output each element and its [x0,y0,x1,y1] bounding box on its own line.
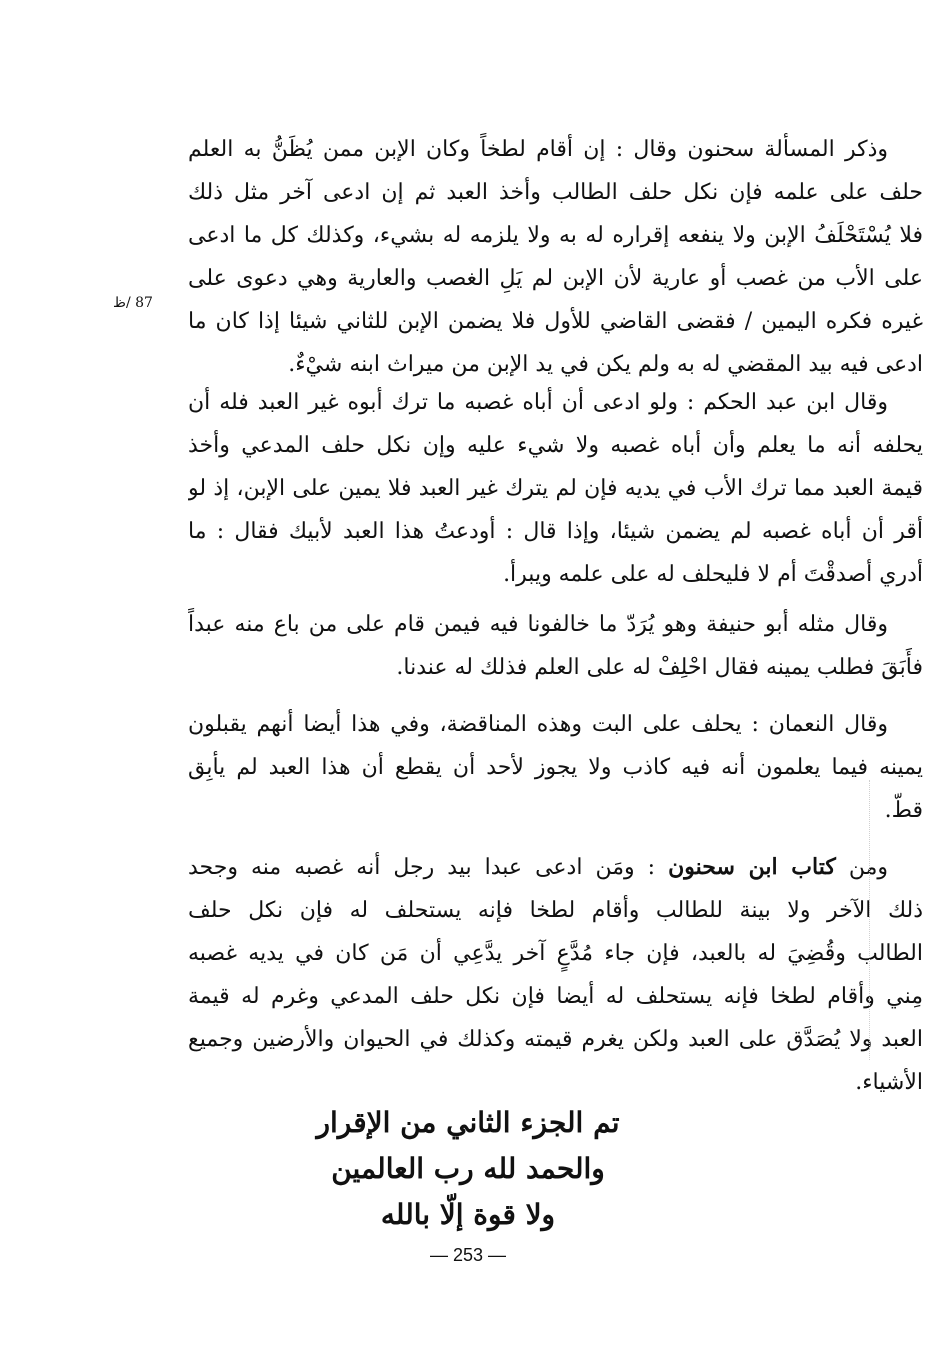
text-line: فأَبَقَ فطلب يمينه فقال احْلِفْ له على العلم فذلك له عندنا. [396,655,923,680]
text-line: على الأب من غصب أو عارية لأن الإبن لم يَلِ الغصب والعارية وهي دعوى على [188,266,923,291]
text-line: الطالب وقُضِيَ له بالعبد، فإن جاء مُدَّعٍ آخر يدَّعِي أن مَن كان في يديه غصبه [188,941,923,966]
text-line: أدري أصدقْتَ أم لا فليحلف له على علمه ويبرأ. [503,562,923,587]
paragraph-2 [188,381,923,596]
margin-folio-note: 87 /ظ [113,295,153,311]
text-line: قيمة العبد مما ترك الأب في يديه فإن لم يترك غير العبد فلا يمين على الإبن، إذ لو [188,476,923,501]
text-line: يمينه فيما يعلمون أنه فيه كاذب ولا يجوز لأحد أن يقطع أن هذا العبد لم يأبِق [188,755,923,780]
text-line: الأشياء. [855,1070,923,1095]
page-number: — 253 — [429,1245,507,1265]
colophon-line-2: والحمد لله رب العالمين [331,1152,605,1185]
text-line: غيره فكره اليمين / فقضى القاضي للأول فلا يضمن الإبن للثاني شيئا إذا كان ما [188,309,923,334]
text-rest: : ومَن ادعى عبدا بيد رجل أنه غصبه منه وجحد [188,855,669,880]
colophon-line-1: تم الجزء الثاني من الإقرار [316,1106,620,1139]
bold-source-title: كتاب ابن سحنون [668,854,836,880]
closing-colophon [188,1100,748,1238]
text-line: وقال ابن عبد الحكم : ولو ادعى أن أباه غصبه ما ترك أبوه غير العبد فله أن [188,390,888,415]
paragraph-5 [188,846,923,1104]
text-line: حلف على علمه فإن نكل حلف الطالب وأخذ العبد ثم إن ادعى آخر مثل ذلك [188,180,923,205]
scan-speck-line [865,780,870,1060]
paragraph-1 [188,128,923,386]
text-line [188,846,923,889]
text-line: ذلك الآخر ولا بينة للطالب وأقام لطخا فإنه يستحلف له فإن نكل حلف [188,898,923,923]
text-line: أقر أن أباه غصبه لم يضمن شيئا، وإذا قال : أودعتُ هذا العبد لأبيك فقال : ما [188,519,923,544]
text-line: وذكر المسألة سحنون وقال : إن أقام لطخاً وكان الإبن ممن يُظَنُّ به العلم [188,137,888,162]
text-line: ادعى فيه بيد المقضي له به ولم يكن في يد الإبن من ميراث ابنه شيْءٌ. [288,352,923,377]
colophon-line-3: ولا قوة إلّا بالله [380,1198,556,1231]
text-prefix: ومن [835,855,888,880]
paragraph-3 [188,603,923,689]
text-line: العبد ولا يُصَدَّق على العبد ولكن يغرم قيمته وكذلك في الحيوان والأرضين وجميع [188,1027,923,1052]
text-line: فلا يُسْتَحْلَفُ الإبن ولا ينفعه إقراره له به ولا يلزمه له بشيء، وكذلك كل ما ادعى [188,223,923,248]
text-line: قطّ. [884,798,923,823]
text-line: يحلفه أنه ما يعلم وأن أباه غصبه ولا شيء عليه وإن نكل حلف المدعي وأخذ [188,433,923,458]
paragraph-4 [188,703,923,832]
text-line: وقال النعمان : يحلف على البت وهذه المناقضة، وفي هذا أيضا أنهم يقبلون [188,712,888,737]
text-line: مِني وأقام لطخا فإنه يستحلف له أيضا فإن نكل حلف المدعي وغرم له قيمة [188,984,923,1009]
text-line: وقال مثله أبو حنيفة وهو يُرَدّ ما خالفونا فيه فيمن قام على من باع منه عبداً [188,612,888,637]
